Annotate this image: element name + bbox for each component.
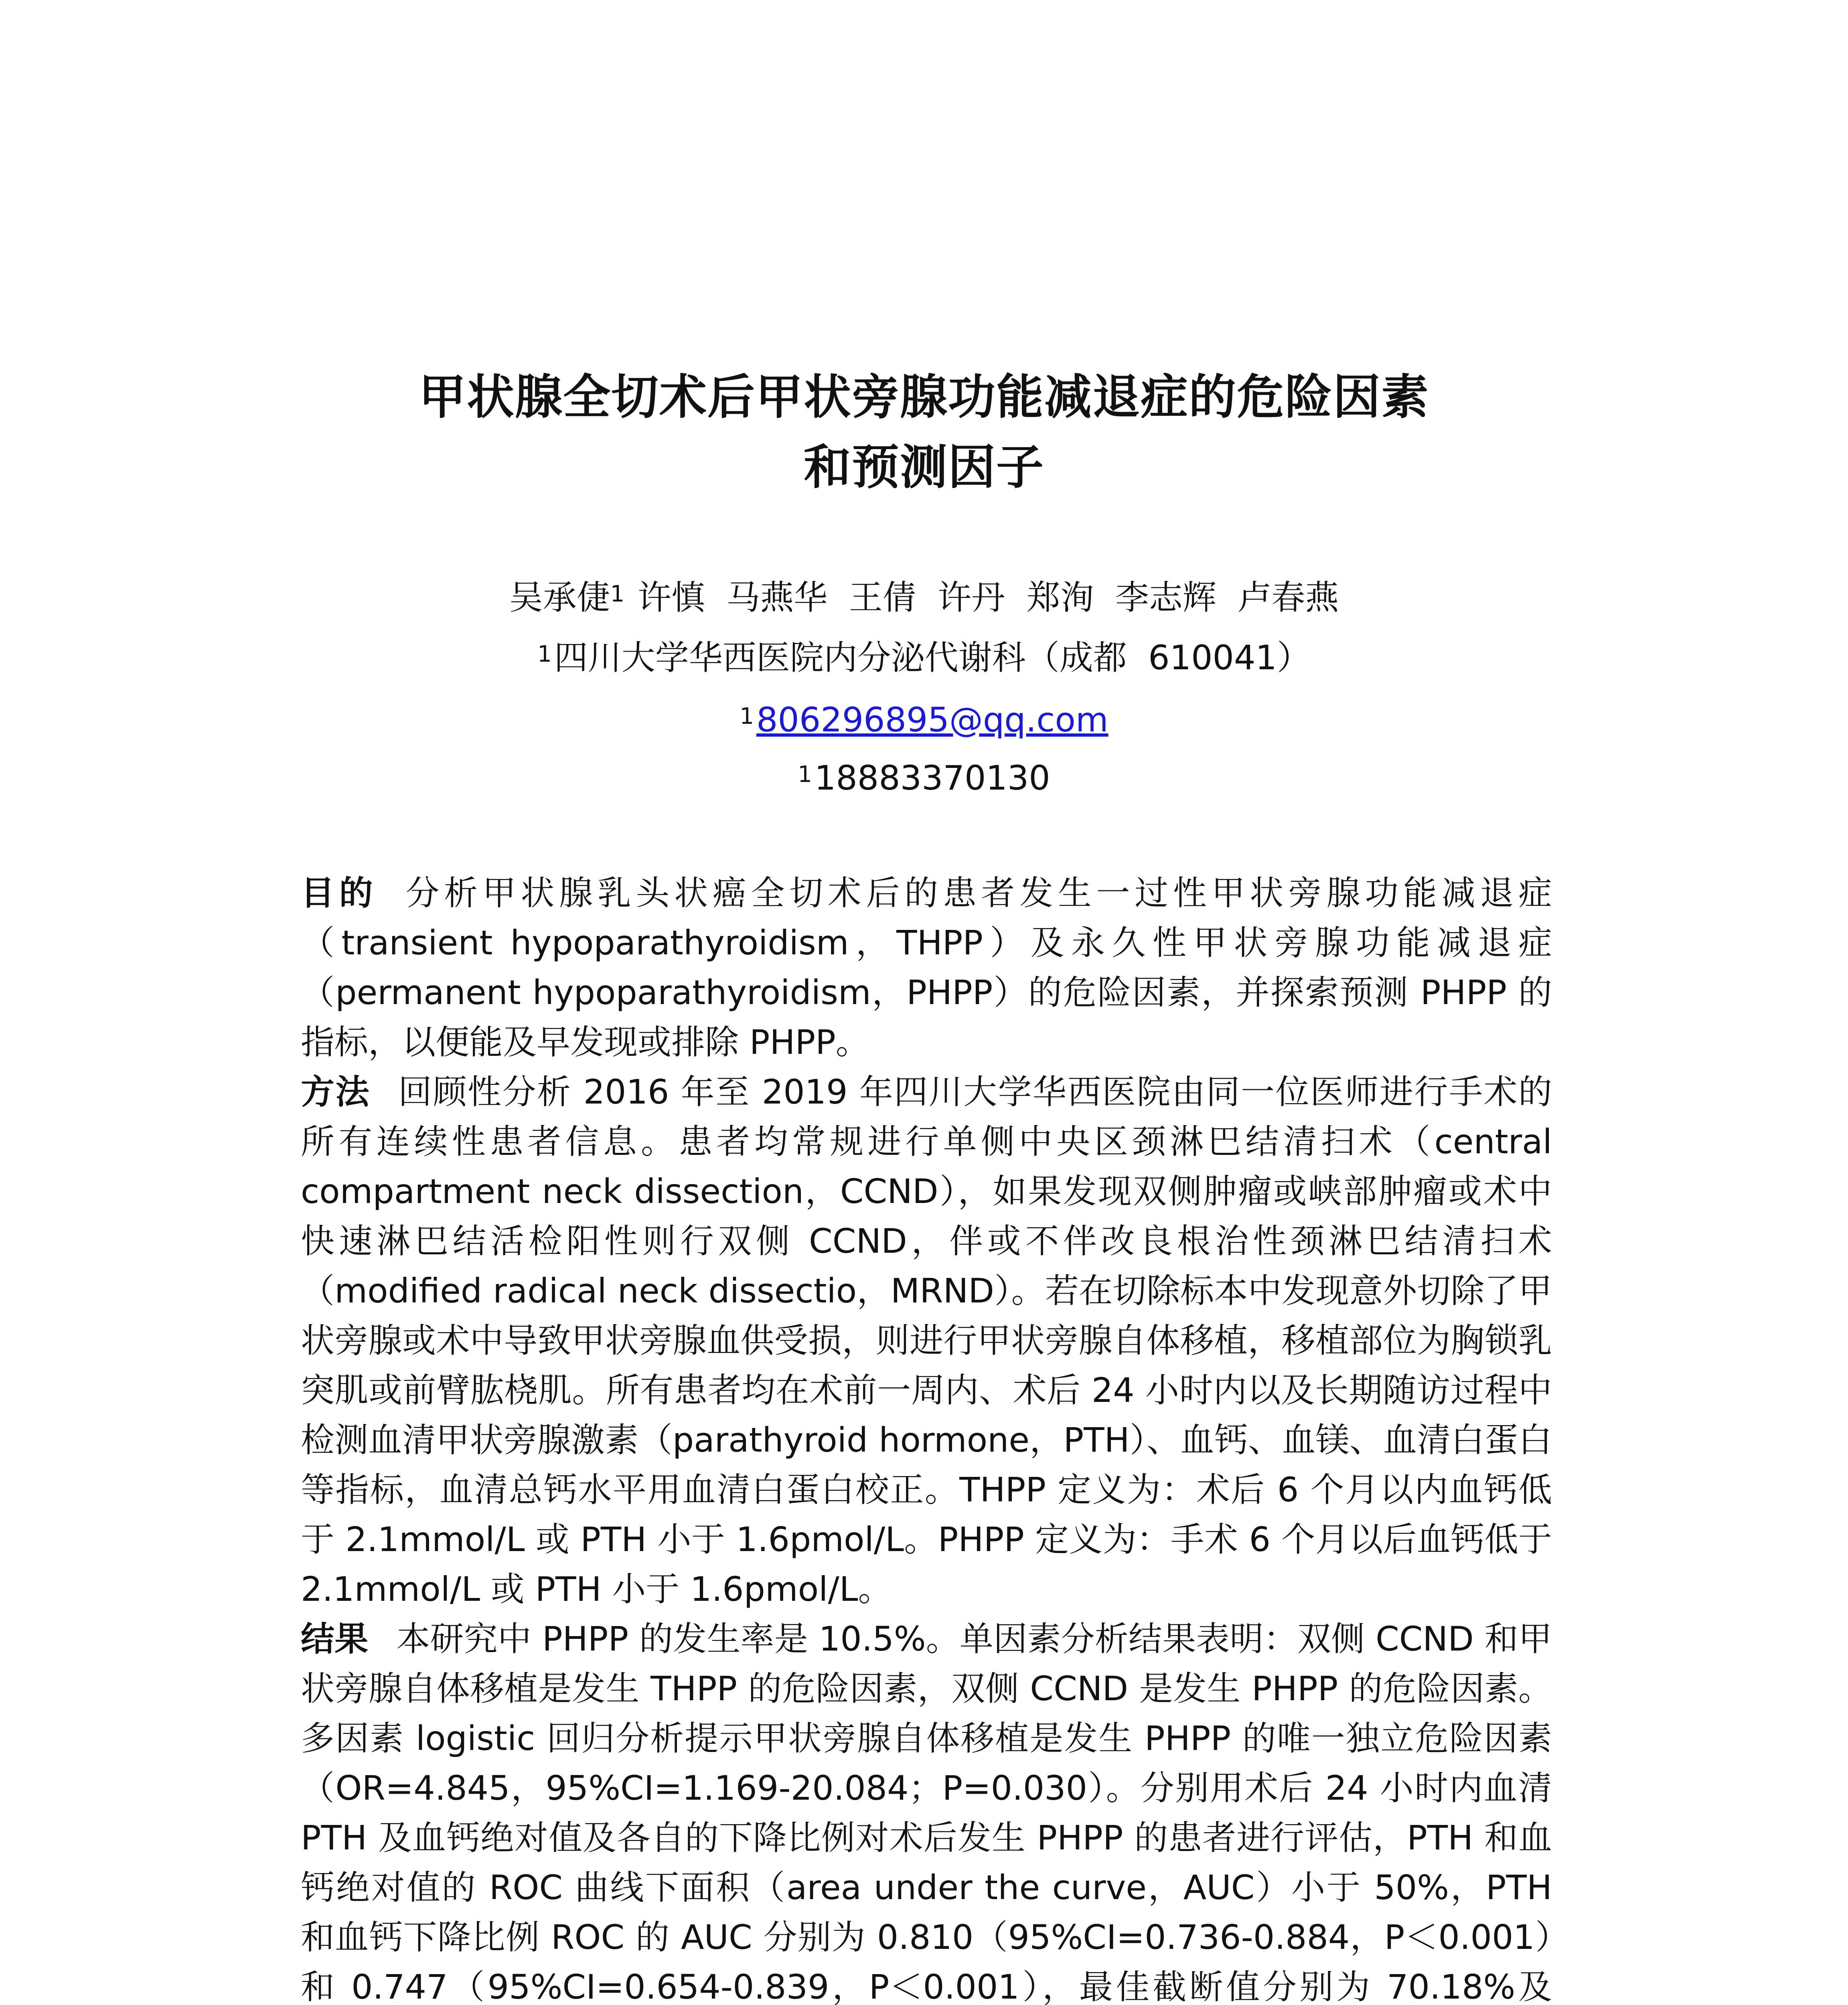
paper-title-line-2: 和预测因子 [803, 439, 1044, 495]
email-superscript: 1 [740, 703, 754, 729]
abstract-methods [301, 1067, 1552, 1614]
affiliation-text: 四川大学华西医院内分泌代谢科（成都 610041） [554, 638, 1311, 677]
other-authors: 许慎 马燕华 王倩 许丹 郑洵 李志辉 卢春燕 [637, 578, 1339, 617]
first-author: 吴承倢 [509, 578, 610, 617]
paper-title-line-1: 甲状腺全切术后甲状旁腺功能减退症的危险因素 [418, 369, 1429, 425]
abstract-objective [301, 868, 1552, 1067]
abstract [301, 868, 1552, 2005]
author-list [241, 573, 1607, 622]
results-text: 本研究中 PHPP 的发生率是 10.5%。单因素分析结果表明：双侧 CCND 和甲状旁腺自体移植是发生 THPP 的危险因素，双侧 CCND 是发生 PHPP 的危险因素。多因素 logistic 回归分析提示甲状旁腺自体移植是发生 PHPP 的唯一独立危险因素（OR=4.845，95%CI=1.169-20.084；P=0.030）。分别用术后 24 小时内血清 PTH 及血钙绝对值及各自的下降比例对术后发生 PHPP 的患者进行评估，PTH 和血钙绝对值的 ROC 曲线下面积（area under the curve，AUC）小于 50%，PTH 和血钙下降比例 ROC 的 AUC 分别为 0.810（95%CI=0.736-0.884，P＜0.001）和 0.747（95%CI=0.654-0.839，P＜0.001），最佳截断值分别为 70.18%及 [301, 1619, 1552, 2005]
affiliation-superscript: 1 [537, 641, 552, 667]
methods-text: 回顾性分析 2016 年至 2019 年四川大学华西医院由同一位医师进行手术的所有连续性患者信息。患者均常规进行单侧中央区颈淋巴结清扫术（central compartment neck dissection，CCND），如果发现双侧肿瘤或峡部肿瘤或术中快速淋巴结活检阳性则行双侧 CCND，伴或不伴改良根治性颈淋巴结清扫术（modified radical neck dissectio，MRND）。若在切除标本中发现意外切除了甲状旁腺或术中导致甲状旁腺血供受损，则进行甲状旁腺自体移植，移植部位为胸锁乳突肌或前臂肱桡肌。所有患者均在术前一周内、术后 24 小时内以及长期随访过程中检测血清甲状旁腺激素（parathyroid hormone，PTH）、血钙、血镁、血清白蛋白等指标，血清总钙水平用血清白蛋白校正。THPP 定义为：术后 6 个月以内血钙低于 2.1mmol/L 或 PTH 小于 1.6pmol/L。PHPP 定义为：手术 6 个月以后血钙低于 2.1mmol/L 或 PTH 小于 1.6pmol/L。 [301, 1072, 1552, 1609]
contact-email [241, 696, 1607, 744]
email-link[interactable]: 806296895@qq.com [756, 700, 1108, 739]
abstract-results [301, 1614, 1552, 2005]
phone-superscript: 1 [798, 761, 812, 788]
phone-number: 18883370130 [814, 758, 1050, 798]
affiliation [241, 634, 1607, 682]
methods-heading: 方法 [301, 1072, 370, 1112]
objective-text: 分析甲状腺乳头状癌全切术后的患者发生一过性甲状旁腺功能减退症（transient hypoparathyroidism，THPP）及永久性甲状旁腺功能减退症（permanent hypoparathyroidism，PHPP）的危险因素，并探索预测 PHPP 的指标，以便能及早发现或排除 PHPP。 [301, 873, 1552, 1062]
results-heading: 结果 [301, 1619, 369, 1659]
objective-heading: 目的 [301, 873, 378, 913]
first-author-superscript: 1 [610, 581, 625, 607]
contact-phone [241, 754, 1607, 802]
